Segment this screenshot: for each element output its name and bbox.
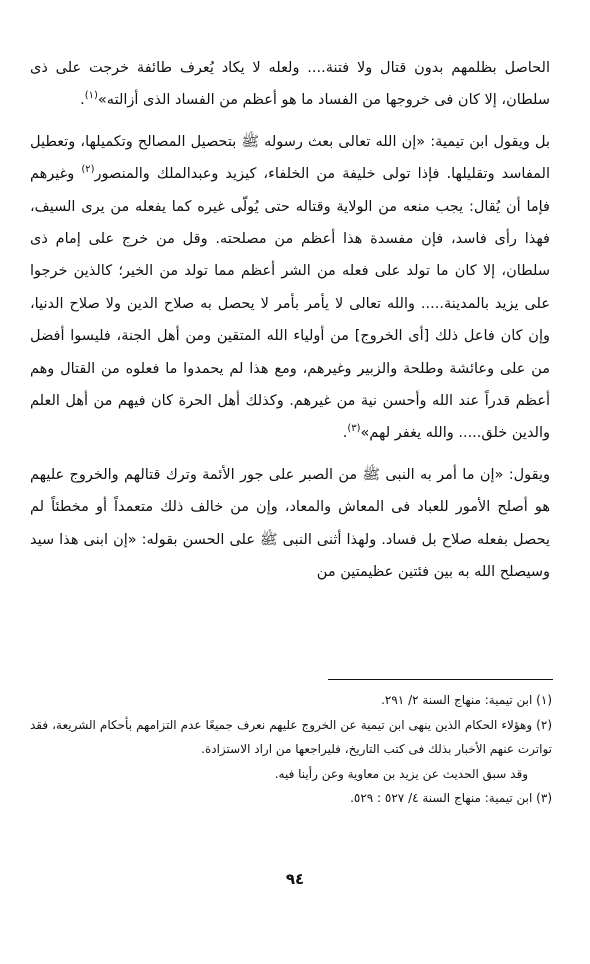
footnote-1: (١) ابن تيمية: منهاج السنة ٢/ ٢٩١. xyxy=(381,693,552,707)
paragraph-2-text: بل ويقول ابن تيمية: «إن الله تعالى بعث رسوله ﷺ بتحصيل المصالح وتكميلها، وتعطيل المفاسد وتقليلها. فإذا تولى خليفة من الخلفاء، كيزيد وعبدالملك والمنصور xyxy=(30,133,551,183)
footnote-2: (٢) وهؤلاء الحكام الذين ينهى ابن تيمية عن الخروج عليهم نعرف جميعًا عدم التزامهم بأحكام الشريعة، فقد تواترت عنهم الأخبار بذلك فى كتب التاريخ، فليراجعها من اراد الاستزادة. xyxy=(30,717,552,756)
footnotes xyxy=(30,688,552,811)
paragraph-1-text: الحاصل بظلمهم بدون قتال ولا فتنة.... ولعله لا يكاد يُعرف طائفة خرجت على ذى سلطان، إلا كان فى خروجها من الفساد ما هو أعظم من الفساد الذى أزالته» xyxy=(30,60,550,109)
footnote-ref-2: (٢) xyxy=(81,164,95,176)
paragraph-1: الحاصل بظلمهم بدون قتال ولا فتنة.... ولعله لا يكاد يُعرف طائفة خرجت على ذى سلطان، إلا كان فى خروجها من الفساد ما هو أعظم من الفساد الذى أزالته»$^{(١)}$. xyxy=(30,60,550,109)
paragraph-3-text: ويقول: «إن ما أمر به النبى ﷺ من الصبر على جور الأئمة وترك قتالهم والخروج عليهم هو أصلح الأمور للعباد فى المعاش والمعاد، وإن من خالف ذلك متعمداً أو مخطئاً لم يحصل بفعله صلاح بل فساد. ولهذا أثنى النبى ﷺ على الحسن بقوله: «إن ابنى هذا سيد وسيصلح الله به بين فئتين عظيمتين من xyxy=(30,466,550,581)
footnote-3: (٣) ابن تيمية: منهاج السنة ٤/ ٥٢٧ : ٥٢٩. xyxy=(350,791,552,805)
paragraph-3 xyxy=(30,459,550,589)
footnote-ref-3: (٣) xyxy=(347,423,361,435)
footnote-2-continued: وقد سبق الحديث عن يزيد بن معاوية وعن رأينا فيه. xyxy=(274,766,528,781)
page-number: ٩٤ xyxy=(285,870,305,888)
main-text xyxy=(30,52,550,589)
paragraph-2: بل ويقول ابن تيمية: «إن الله تعالى بعث رسوله ﷺ بتحصيل المصالح وتكميلها، وتعطيل المفاسد وتقليلها. فإذا تولى خليفة من الخلفاء، كيزيد وعبدالملك والمنصور$^{(٢)}$ وغيرهم فإما أن يُقال: يجب منعه من الولاية وقتاله حتى يُولّى غيره كما يفعله من يرى السيف، فهذا رأى فاسد، فإن مفسدة هذا أعظم من مصلحته. وقل من خرج على إمام ذى سلطان، إلا كان ما تولد على فعله من الشر أعظم مما تولد من الخير؛ كالذين خرجوا على يزيد بالمدينة..... والله تعالى لا يأمر بأمر لا يحصل به صلاح الدين ولا صلاح الدنيا، وإن كان فاعل ذلك [أى الخروج] من أولياء الله المتقين ومن أهل الجنة، فليسوا أفضل من على وعائشة وطلحة والزبير وغيرهم، ومع هذا لم يحمدوا ما فعلوه من القتال وهم أعظم قدراً عند الله وأحسن نية من غيرهم. وكذلك أهل الحرة كان فيهم من أهل العلم والدين خلق..... والله يغفر لهم»$^{(٣)}$. xyxy=(30,133,551,442)
footnote-separator xyxy=(328,679,553,680)
paragraph-2-continued: وغيرهم فإما أن يُقال: يجب منعه من الولاية وقتاله حتى يُولّى غيره كما يفعله من يرى السيف، فهذا رأى فاسد، فإن مفسدة هذا أعظم من مصلحته. وقل من خرج على إمام ذى سلطان، إلا كان ما تولد على فعله من الشر أعظم مما تولد من الخير؛ كالذين خرجوا على يزيد بالمدينة..... والله تعالى لا يأمر بأمر لا يحصل به صلاح الدين ولا صلاح الدنيا، وإن كان فاعل ذلك [أى الخروج] من أولياء الله المتقين ومن أهل الجنة، فليسوا أفضل من على وعائشة وطلحة والزبير وغيرهم، ومع هذا لم يحمدوا ما فعلوه من القتال وهم أعظم قدراً عند الله وأحسن نية من غيرهم. وكذلك أهل الحرة كان فيهم من أهل العلم والدين خلق..... والله يغفر لهم» xyxy=(30,166,550,442)
footnote-ref-1: (١) xyxy=(84,90,98,102)
